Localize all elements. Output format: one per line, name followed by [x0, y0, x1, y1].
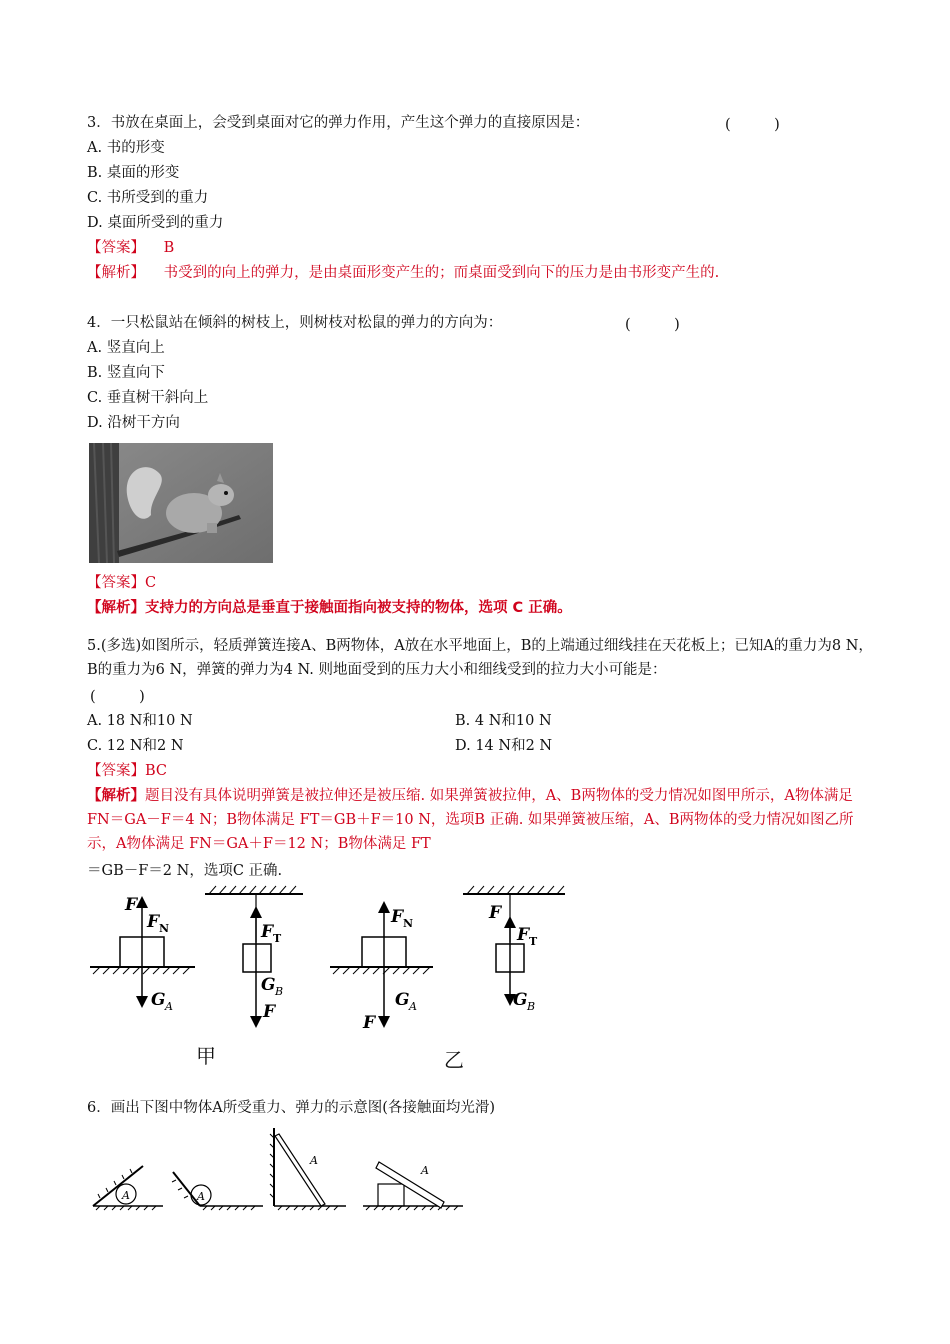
label-f: F	[125, 895, 138, 915]
label-fn2-sub: N	[403, 917, 414, 930]
q5-option-a: A. 18 N和10 N	[87, 713, 193, 729]
q6-fig1	[93, 1166, 163, 1210]
q6-fig4-label: A	[421, 1164, 429, 1177]
q5-analysis-label: 【解析】	[87, 787, 145, 804]
q5-answer: 【答案】BC	[87, 763, 168, 779]
q3-stem: 3．书放在桌面上，会受到桌面对它的弹力作用，产生这个弹力的直接原因是：	[87, 115, 590, 131]
label-fn: F	[147, 912, 160, 932]
q4-answer: 【答案】C	[87, 575, 157, 591]
diagram-yi-b	[463, 886, 565, 1013]
label-ft-sub: T	[273, 932, 282, 945]
q5-option-d: D. 14 N和2 N	[455, 738, 553, 754]
q3-option-d: D. 桌面所受到的重力	[87, 215, 224, 231]
q6-fig3-label: A	[310, 1154, 318, 1167]
q4-option-a: A. 竖直向上	[87, 340, 165, 356]
label-gb-sub: B	[275, 985, 284, 998]
q3-analysis-text: 书受到的向上的弹力，是由桌面形变产生的；而桌面受到向下的压力是由书形变产生的.	[163, 265, 720, 281]
squirrel-photo	[89, 443, 273, 563]
q6-fig2-label: A	[197, 1190, 205, 1203]
q5-stem: 5.(多选)如图所示，轻质弹簧连接A、B两物体，A放在水平地面上，B的上端通过细线挂在天花板上；已知A的重力为8 N，B的重力为6 N，弹簧的弹力为4 N. 则地面受到的压力大小和细线受到的拉力大小可能是：	[87, 638, 873, 678]
q5-analysis-text: 题目没有具体说明弹簧是被拉伸还是被压缩. 如果弹簧被拉伸，A、B两物体的受力情况如图甲所示，A物体满足 FN＝GA－F＝4 N；B物体满足 FT＝GB＋F＝10 N，选项B 正确. 如果弹簧被压缩，A、B两物体的受力情况如图乙所示，A物体满足 FN＝GA＋F＝12 N；B物体满足 FT	[87, 788, 854, 852]
q6-fig2	[172, 1172, 263, 1210]
q6-fig3	[270, 1128, 346, 1210]
q3-answer-label: 【答案】	[87, 240, 145, 256]
q4-analysis: 【解析】支持力的方向总是垂直于接触面指向被支持的物体，选项 C 正确。	[87, 600, 572, 616]
label-fn2: F	[391, 907, 404, 927]
q3-analysis	[87, 263, 719, 283]
label-gb: G	[261, 975, 276, 995]
label-f2: F	[263, 1002, 276, 1022]
label-f3: F	[363, 1013, 376, 1033]
q4-option-b: B. 竖直向下	[87, 365, 165, 381]
q4-paren: ( )	[625, 317, 680, 333]
q5-analysis	[87, 784, 877, 856]
label-gb2: G	[513, 990, 528, 1010]
q3-option-b: B. 桌面的形变	[87, 165, 180, 181]
q4-option-d: D. 沿树干方向	[87, 415, 180, 431]
label-gb2-sub: B	[527, 1000, 536, 1013]
q3-paren: ( )	[725, 117, 780, 133]
q6-diagrams	[88, 1124, 468, 1216]
q6-stem: 6．画出下图中物体A所受重力、弹力的示意图(各接触面均光滑)	[87, 1100, 496, 1116]
label-ga-sub: A	[165, 1000, 173, 1013]
q3-answer	[87, 238, 174, 258]
q5-paren: ( )	[90, 689, 145, 705]
label-f4: F	[489, 903, 502, 923]
q4-stem: 4．一只松鼠站在倾斜的树枝上，则树枝对松鼠的弹力的方向为：	[87, 315, 503, 331]
label-ga2-sub: A	[409, 1000, 417, 1013]
label-ga: G	[151, 990, 166, 1010]
q5-option-c: C. 12 N和2 N	[87, 738, 184, 754]
fig-label-jia: 甲	[196, 1044, 216, 1068]
q3-option-c: C. 书所受到的重力	[87, 190, 209, 206]
label-ga2: G	[395, 990, 410, 1010]
label-ft2: F	[517, 925, 530, 945]
force-diagrams	[85, 882, 585, 1072]
q3-option-a: A. 书的形变	[87, 140, 165, 156]
q4-option-c: C. 垂直树干斜向上	[87, 390, 209, 406]
label-ft2-sub: T	[529, 935, 538, 948]
q6-fig4	[363, 1162, 463, 1210]
label-fn-sub: N	[159, 922, 170, 935]
q6-fig1-label: A	[122, 1189, 130, 1202]
label-ft: F	[261, 922, 274, 942]
diagram-jia-a	[90, 895, 195, 1013]
fig-label-yi: 乙	[444, 1048, 464, 1072]
q3-answer-value: B	[163, 240, 175, 256]
q3-analysis-label: 【解析】	[87, 265, 145, 281]
q5-analysis-end: ＝GB－F＝2 N，选项C 正确.	[87, 863, 283, 879]
diagram-jia-b	[205, 886, 303, 1022]
q5-option-b: B. 4 N和10 N	[455, 713, 552, 729]
diagram-yi-a	[330, 907, 433, 1033]
